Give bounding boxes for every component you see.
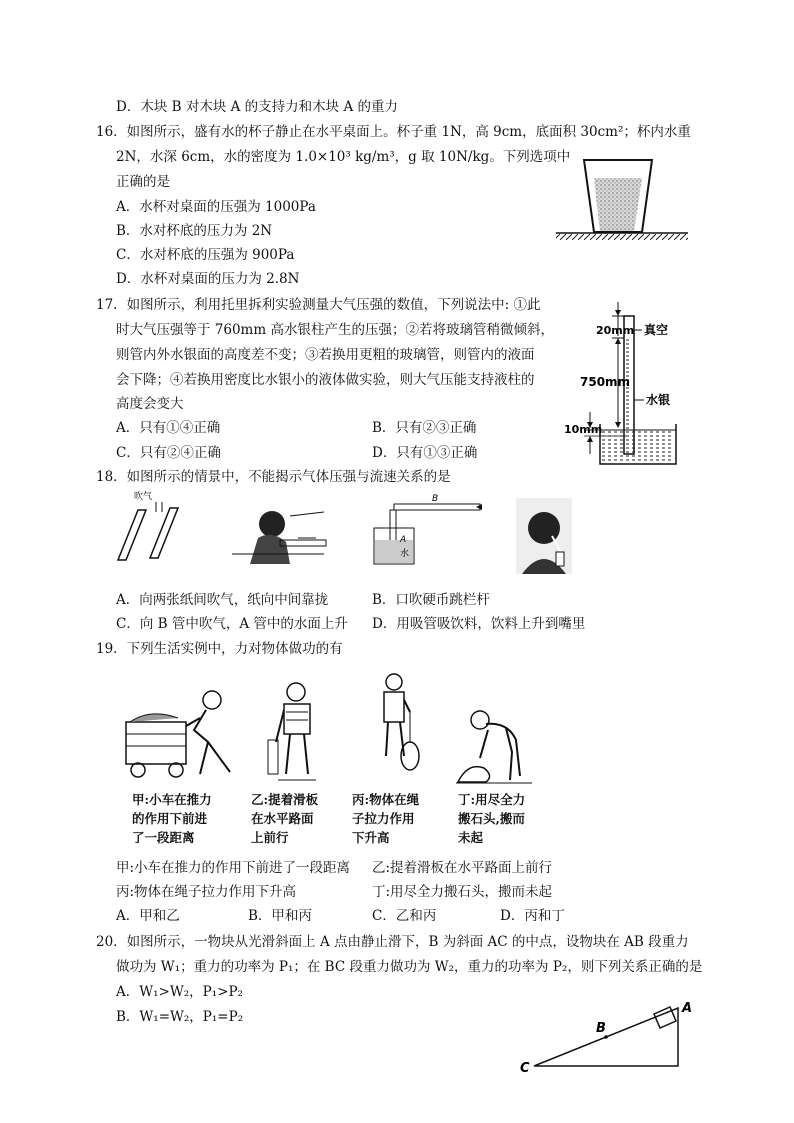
q17-option-b: B．只有②③正确 (372, 420, 477, 436)
mercury-label: 水银 (646, 393, 671, 407)
q17-stem-line2: 时大气压强等于 760mm 高水银柱产生的压强；②若将玻璃管稍微倾斜， (116, 322, 554, 338)
q16-stem-line2: 2N，水深 6cm，水的密度为 1.0×10³ kg/m³，g 取 10N/kg。下列选项中 (116, 149, 571, 165)
q15-option-d: D．木块 B 对木块 A 的支持力和木块 A 的重力 (116, 99, 398, 115)
straw-drink-figure (516, 498, 572, 574)
q17-option-d: D．只有①③正确 (372, 445, 478, 461)
q19-option-b: B．甲和丙 (248, 908, 312, 924)
q17-option-a: A．只有①④正确 (116, 420, 221, 436)
lift-stone-figure (454, 706, 534, 786)
water-label: 水 (400, 549, 410, 559)
carry-skateboard-figure (262, 680, 328, 784)
q20-stem-line1: 20．如图所示，一物块从光滑斜面上 A 点由静止滑下，B 为斜面 AC 的中点，设物块在 AB 段重力 (96, 934, 689, 950)
q16-option-b: B．水对杯底的压力为 2N (116, 223, 273, 239)
q20-option-a: A．W₁>W₂，P₁>P₂ (116, 984, 243, 1000)
q19-desc-bing: 丙:物体在绳子拉力作用下升高 (116, 884, 297, 900)
tube-a-label: A (400, 535, 407, 545)
q18-option-c: C．向 B 管中吹气，A 管中的水面上升 (116, 616, 348, 632)
torricelli-figure (560, 302, 690, 470)
q19-option-c: C．乙和丙 (372, 908, 437, 924)
q17-option-c: C．只有②④正确 (116, 445, 221, 461)
point-a-label: A (682, 1001, 693, 1016)
coin-blow-figure (228, 498, 328, 574)
tube-b-label: B (432, 494, 439, 504)
q16-option-a: A．水杯对桌面的压强为 1000Pa (116, 199, 316, 215)
q17-stem-line3: 则管内外水银面的高度差不变；③若换用更粗的玻璃管，则管内的液面 (116, 347, 535, 363)
q19-caption-jia: 甲:小车在推力 的作用下前进 了一段距离 (132, 792, 212, 845)
vacuum-height-label: 20mm (596, 324, 635, 337)
cup-figure (548, 156, 698, 246)
q18-option-a: A．向两张纸间吹气，纸向中间靠拢 (116, 592, 329, 608)
point-b-label: B (596, 1021, 606, 1036)
rope-lift-figure (364, 672, 430, 782)
q19-desc-jia: 甲:小车在推力的作用下前进了一段距离 (116, 860, 351, 876)
point-c-label: C (520, 1061, 530, 1076)
q19-option-d: D．丙和丁 (500, 908, 565, 924)
q18-option-b: B．口吹硬币跳栏杆 (372, 592, 490, 608)
q19-option-a: A．甲和乙 (116, 908, 180, 924)
q18-stem: 18．如图所示的情景中，不能揭示气体压强与流速关系的是 (96, 469, 451, 485)
push-cart-figure (120, 682, 244, 782)
q16-stem-line1: 16．如图所示，盛有水的杯子静止在水平桌面上。杯子重 1N，高 9cm，底面积 30cm²；杯内水重 (96, 124, 691, 140)
q16-option-d: D．水杯对桌面的压力为 2.8N (116, 271, 300, 287)
q16-stem-line3: 正确的是 (116, 174, 170, 190)
q19-caption-bing: 丙:物体在绳 子拉力作用 下升高 (352, 792, 420, 845)
q19-stem: 19．下列生活实例中，力对物体做功的有 (96, 641, 343, 657)
column-height-label: 750mm (580, 375, 631, 389)
q17-stem-line5: 高度会变大 (116, 396, 184, 412)
incline-figure (518, 990, 698, 1076)
paper-blow-figure (112, 490, 192, 568)
q17-stem-line1: 17．如图所示，利用托里拆利实验测量大气压强的数值，下列说法中: ①此 (96, 297, 541, 313)
q17-stem-line4: 会下降；④若换用密度比水银小的液体做实验，则大气压能支持液柱的 (116, 372, 535, 388)
q19-desc-ding: 丁:用尽全力搬石头，搬而未起 (372, 884, 553, 900)
q18-option-d: D．用吸管吸饮料，饮料上升到嘴里 (372, 616, 586, 632)
q20-stem-line2: 做功为 W₁；重力的功率为 P₁；在 BC 段重力做功为 W₂，重力的功率为 P₂，则下列关系正确的是 (116, 959, 703, 975)
q19-caption-ding: 丁:用尽全力 搬石头,搬而 未起 (458, 792, 526, 845)
q16-option-c: C．水对杯底的压强为 900Pa (116, 247, 295, 263)
dip-depth-label: 10mm (564, 423, 603, 436)
blow-label: 吹气 (134, 492, 153, 502)
tube-blow-figure (370, 490, 488, 570)
q19-caption-yi: 乙:提着滑板 在水平路面 上前行 (251, 792, 319, 845)
q20-option-b: B．W₁=W₂，P₁=P₂ (116, 1009, 244, 1025)
q19-desc-yi: 乙:提着滑板在水平路面上前行 (372, 860, 553, 876)
vacuum-label: 真空 (644, 323, 669, 337)
